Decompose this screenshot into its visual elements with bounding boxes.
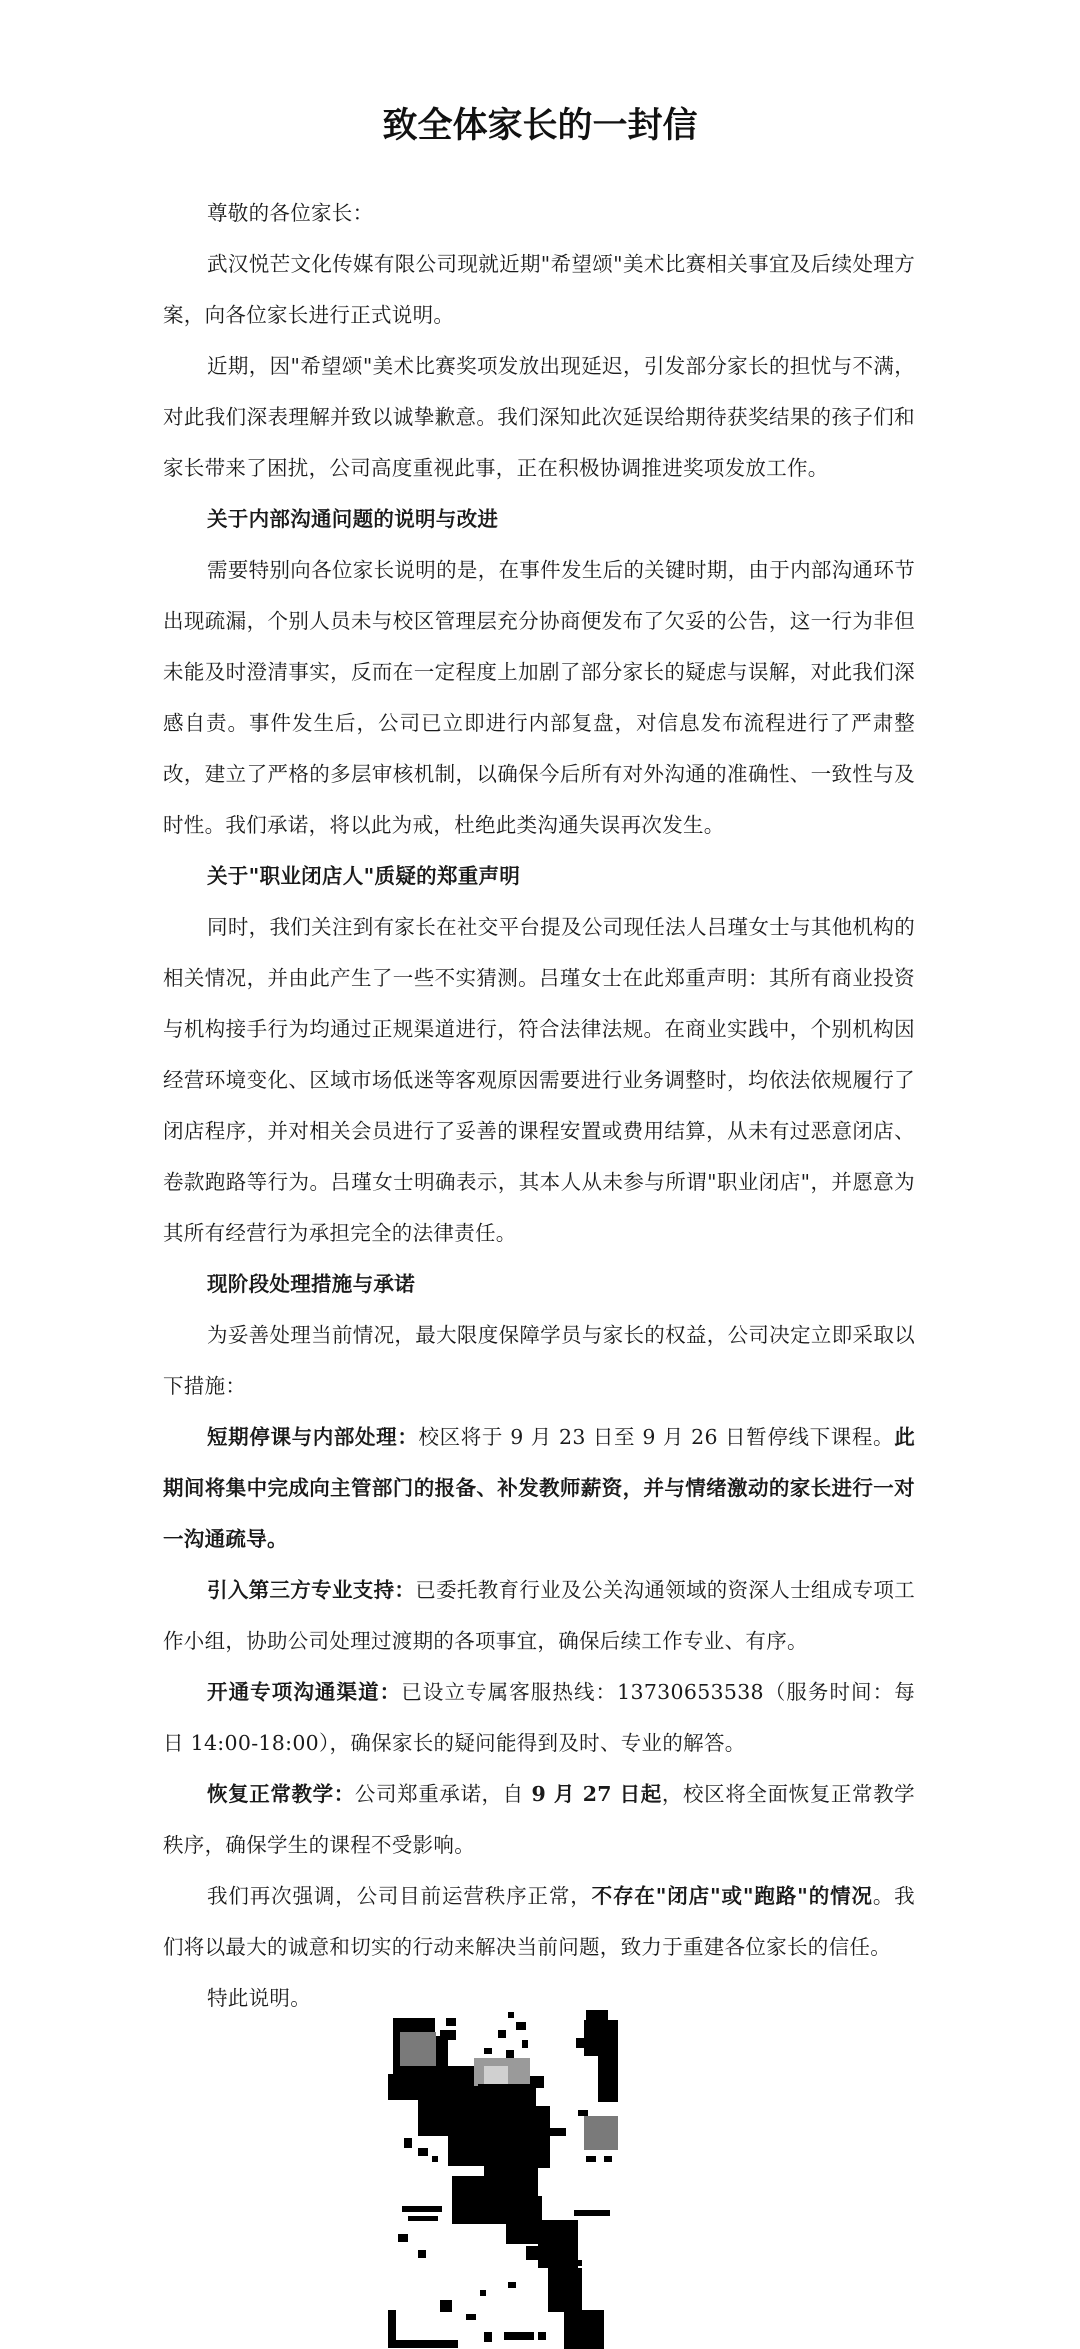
letter-body: [163, 188, 915, 2024]
measure-label: 短期停课与内部处理：: [207, 1425, 419, 1449]
measure-bold-date: 9 月 27 日起: [523, 1782, 662, 1806]
intro-paragraph: 武汉悦芒文化传媒有限公司现就近期"希望颂"美术比赛相关事宜及后续处理方案，向各位家长进行正式说明。: [163, 252, 915, 327]
measure-item: [163, 1667, 915, 1769]
apology-paragraph: 近期，因"希望颂"美术比赛奖项发放出现延迟，引发部分家长的担忧与不满，对此我们深表理解并致以诚挚歉意。我们深知此次延误给期待获奖结果的孩子们和家长带来了困扰，公司高度重视此事，正在积极协调推进奖项发放工作。: [163, 354, 915, 480]
measure-item: [163, 1412, 915, 1565]
closing-paragraph: 我们再次强调，公司目前运营秩序正常，不存在"闭店"或"跑路"的情况。我们将以最大的诚意和切实的行动来解决当前问题，致力于重建各位家长的信任。: [163, 1884, 915, 1959]
measure-text: 校区将于 9 月 23 日至 9 月 26 日暂停线下课程。: [418, 1425, 895, 1449]
measure-text: 公司郑重承诺，自: [354, 1782, 524, 1806]
closing-bold-text: 不存在"闭店"或"跑路"的情况: [591, 1884, 873, 1908]
statement-paragraph: 同时，我们关注到有家长在社交平台提及公司现任法人吕瑾女士与其他机构的相关情况，并由此产生了一些不实猜测。吕瑾女士在此郑重声明：其所有商业投资与机构接手行为均通过正规渠道进行，符合法律法规。在商业实践中，个别机构因经营环境变化、区域市场低迷等客观原因需要进行业务调整时，均依法依规履行了闭店程序，并对相关会员进行了妥善的课程安置或费用结算，从未有过恶意闭店、卷款跑路等行为。吕瑾女士明确表示，其本人从未参与所谓"职业闭店"，并愿意为其所有经营行为承担完全的法律责任。: [163, 915, 915, 1245]
measure-item: [163, 1565, 915, 1667]
measure-item: [163, 1769, 915, 1871]
measure-bold-text: 此期间将集中完成向主管部门的报备、补发教师薪资，并与情绪激动的家长进行一对一沟通疏导。: [163, 1425, 916, 1551]
measure-text: ，校区将全面恢复正常教学秩序，确保学生的课程不受影响。: [163, 1782, 915, 1857]
measure-label: 开通专项沟通渠道：: [207, 1680, 402, 1704]
salutation: 尊敬的各位家长：: [207, 201, 374, 225]
measures-intro: 为妥善处理当前情况，最大限度保障学员与家长的权益，公司决定立即采取以下措施：: [163, 1323, 915, 1398]
measure-text: 已设立专属客服热线：13730653538（服务时间：每日 14:00-18:00），确保家长的疑问能得到及时、专业的解答。: [163, 1680, 916, 1755]
measure-label: 恢复正常教学：: [207, 1782, 355, 1806]
section-heading-communication: 关于内部沟通问题的说明与改进: [207, 507, 499, 531]
section-heading-measures: 现阶段处理措施与承诺: [207, 1272, 415, 1296]
page-title: 致全体家长的一封信: [382, 106, 698, 146]
section-heading-statement: 关于"职业闭店人"质疑的郑重声明: [207, 864, 521, 888]
communication-paragraph: 需要特别向各位家长说明的是，在事件发生后的关键时期，由于内部沟通环节出现疏漏，个别人员未与校区管理层充分协商便发布了欠妥的公告，这一行为非但未能及时澄清事实，反而在一定程度上加剧了部分家长的疑虑与误解，对此我们深感自责。事件发生后，公司已立即进行内部复盘，对信息发布流程进行了严肃整改，建立了严格的多层审核机制，以确保今后所有对外沟通的准确性、一致性与及时性。我们承诺，将以此为戒，杜绝此类沟通失误再次发生。: [163, 558, 915, 837]
qr-code-icon: [388, 2010, 740, 2349]
signoff: 特此说明。: [207, 1986, 311, 2010]
measure-text: 已委托教育行业及公关沟通领域的资深人士组成专项工作小组，协助公司处理过渡期的各项事宜，确保后续工作专业、有序。: [163, 1578, 916, 1653]
measure-label: 引入第三方专业支持：: [207, 1578, 416, 1602]
